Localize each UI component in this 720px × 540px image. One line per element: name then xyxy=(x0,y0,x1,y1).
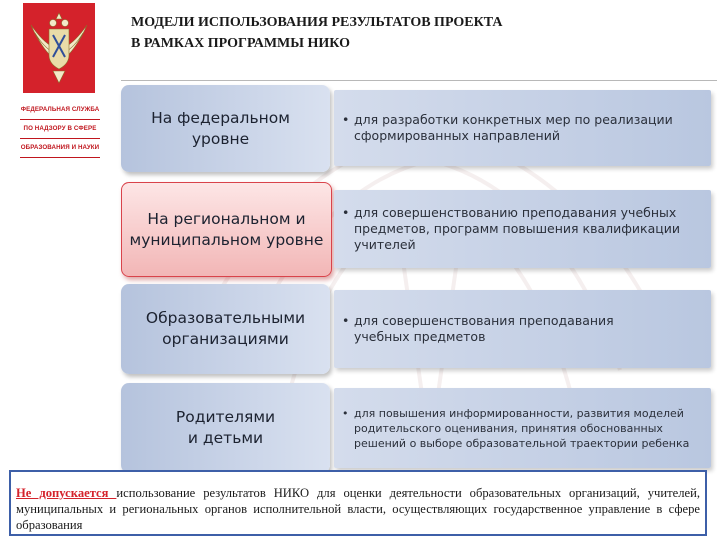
title-divider xyxy=(121,80,717,81)
restriction-notice-text: использование результатов НИКО для оценки деятельности образовательных организаций, учителей, муниципальных и региональных органов исполнительной власти, осуществляющих государственное управление в сфере образования xyxy=(16,486,700,532)
page-title-line: В РАМКАХ ПРОГРАММЫ НИКО xyxy=(131,36,350,51)
restriction-notice-lead: Не допускается xyxy=(16,486,117,500)
restriction-notice xyxy=(9,470,707,536)
eagle-emblem-icon xyxy=(23,3,95,93)
model-purpose-federal xyxy=(334,90,711,166)
page-title-line: МОДЕЛИ ИСПОЛЬЗОВАНИЯ РЕЗУЛЬТАТОВ ПРОЕКТА xyxy=(131,15,503,30)
agency-name-line: ФЕДЕРАЛЬНАЯ СЛУЖБА xyxy=(20,101,100,120)
page-title xyxy=(131,12,691,54)
agency-name xyxy=(20,101,100,158)
model-level-label: Образовательными организациями xyxy=(145,309,306,348)
model-level-federal xyxy=(121,85,330,172)
model-level-organizations xyxy=(121,284,330,374)
model-level-parents xyxy=(121,383,330,473)
model-purpose-organizations xyxy=(334,290,711,368)
model-purpose-parents xyxy=(334,388,711,468)
model-level-regional xyxy=(121,182,332,277)
model-level-label: Родителями и детьми xyxy=(175,408,276,447)
agency-name-line: ОБРАЗОВАНИЯ И НАУКИ xyxy=(20,139,100,158)
model-purpose-text: • для разработки конкретных мер по реализации сформированных направлений xyxy=(334,112,711,144)
model-purpose-regional xyxy=(334,190,711,268)
model-level-label: На региональном и муниципальном уровне xyxy=(129,209,324,249)
agency-name-line: ПО НАДЗОРУ В СФЕРЕ xyxy=(20,120,100,139)
model-purpose-text: • для совершенствования преподавания учебных предметов xyxy=(334,313,711,345)
model-level-label: На федеральном уровне xyxy=(151,108,290,148)
model-purpose-text: • для повышения информированности, развития моделей родительского оценивания, принятия обоснованных решений о выборе образовательной траектории ребенка xyxy=(334,406,711,451)
model-purpose-text: • для совершенствованию преподавания учебных предметов, программ повышения квалификации учителей xyxy=(334,205,711,253)
agency-logo xyxy=(23,3,95,93)
